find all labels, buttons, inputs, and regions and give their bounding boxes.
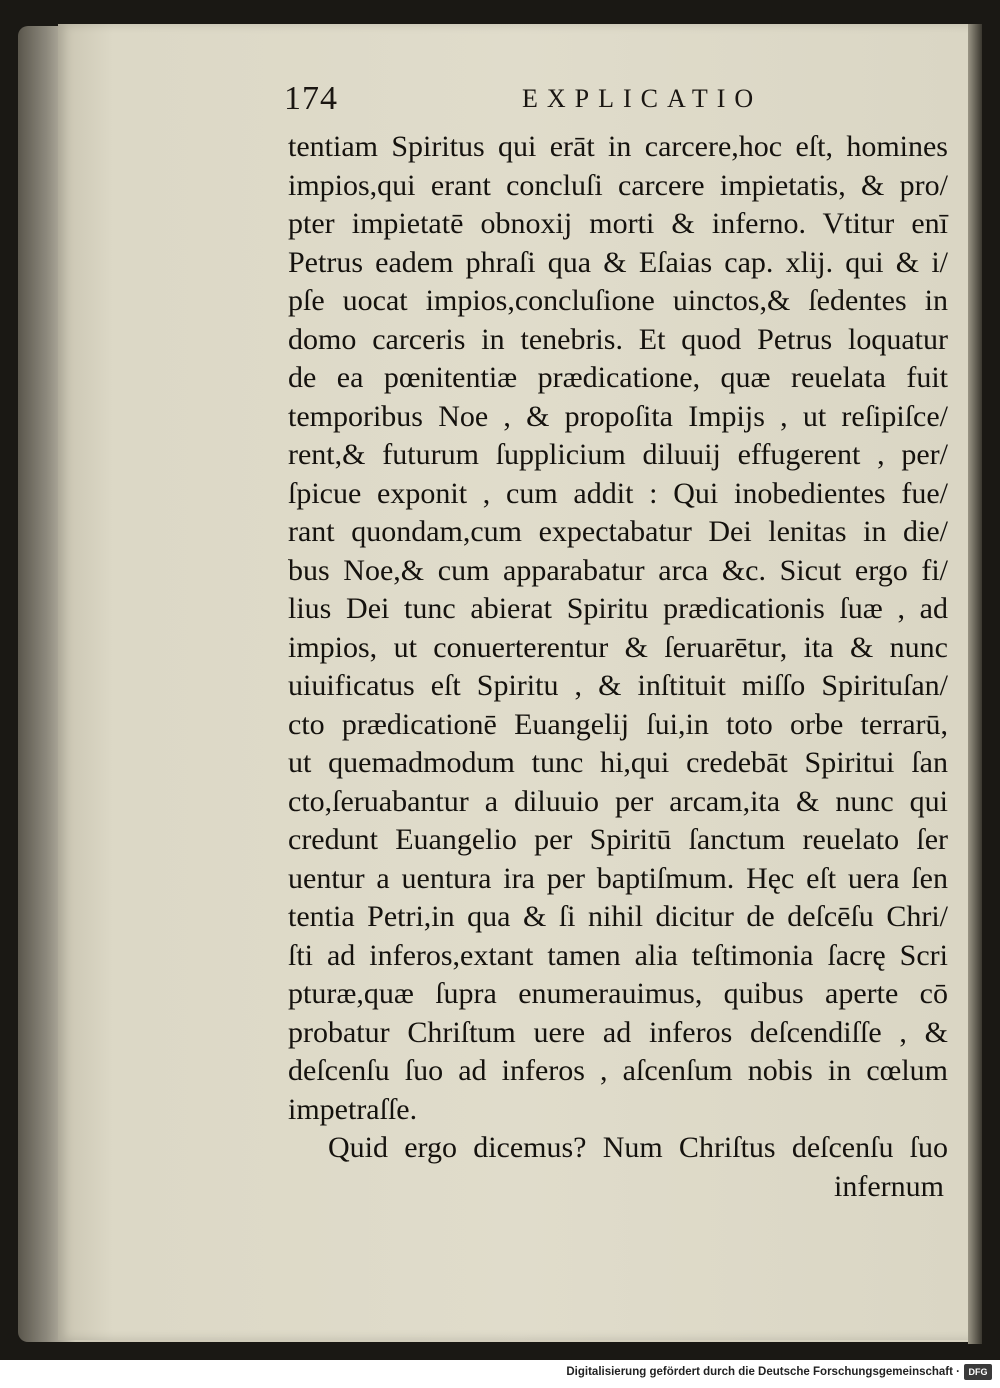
text-line: Petrus eadem phraſi qua & Eſaias cap. xlij. qui & i/ bbox=[288, 245, 948, 279]
text-line: impios,qui erant concluſi carcere impietatis, & pro/ bbox=[288, 168, 948, 202]
text-line: probatur Chriſtum uere ad inferos deſcendiſſe , & bbox=[288, 1015, 948, 1049]
text-line: tentia Petri,in qua & ſi nihil dicitur de deſcēſu Chri/ bbox=[288, 900, 948, 933]
text-line: pſe uocat impios,concluſione uinctos,& ſedentes in bbox=[288, 284, 948, 317]
text-line: domo carceris in tenebris. Et quod Petrus loquatur bbox=[288, 322, 948, 356]
text-block bbox=[288, 128, 948, 1206]
page-number: 174 bbox=[284, 80, 338, 117]
page-shadow-edge bbox=[968, 24, 982, 1344]
dfg-logo: DFG bbox=[964, 1364, 992, 1380]
text-line: ut quemadmodum tunc hi,qui credebāt Spiritui ſan bbox=[288, 746, 948, 779]
text-line: bus Noe,& cum apparabatur arca &c. Sicut ergo fi/ bbox=[288, 553, 948, 587]
text-line: rant quondam,cum expectabatur Dei lenitas in die/ bbox=[288, 515, 948, 548]
running-title: EXPLICATIO bbox=[522, 84, 763, 113]
text-line: cto,ſeruabantur a diluuio per arcam,ita & nunc qui bbox=[288, 784, 948, 818]
text-line: uiuificatus eſt Spiritu , & inſtituit miſſo Spirituſan/ bbox=[288, 669, 948, 702]
page-header bbox=[284, 80, 944, 124]
text-line: cto prædicationē Euangelij ſui,in toto orbe terrarū, bbox=[288, 707, 948, 741]
text-line: ſti ad inferos,extant tamen alia teſtimonia ſacrę Scri bbox=[288, 938, 948, 972]
text-line: ſpicue exponit , cum addit : Qui inobedientes fue/ bbox=[288, 476, 948, 510]
text-line: rent,& futurum ſupplicium diluuij effugerent , per/ bbox=[288, 438, 948, 471]
text-line: de ea pœnitentiæ prædicatione, quæ reuelata fuit bbox=[288, 361, 948, 394]
text-line: uentur a uentura ira per baptiſmum. Hęc eſt uera ſen bbox=[288, 861, 948, 895]
funding-credit: Digitalisierung gefördert durch die Deutsche Forschungsgemeinschaft · bbox=[566, 1366, 960, 1378]
text-line: tentiam Spiritus qui erāt in carcere,hoc eſt, homines bbox=[288, 130, 948, 163]
footer-bar bbox=[0, 1360, 1000, 1388]
text-line: temporibus Noe , & propoſita Impijs , ut reſipiſce/ bbox=[288, 399, 948, 433]
text-line: lius Dei tunc abierat Spiritu prædicationis ſuæ , ad bbox=[288, 592, 948, 625]
text-line: deſcenſu ſuo ad inferos , aſcenſum nobis in cœlum bbox=[288, 1054, 948, 1087]
paragraph-start-line: Quid ergo dicemus? Num Chriſtus deſcenſu ſuo bbox=[328, 1131, 948, 1164]
text-line: pter impietatē obnoxij morti & inferno. Vtitur enī bbox=[288, 207, 948, 240]
text-line: pturæ,quæ ſupra enumerauimus, quibus aperte cō bbox=[288, 977, 948, 1010]
text-line: impetraſſe. bbox=[288, 1092, 418, 1126]
catchword: infernum bbox=[834, 1169, 944, 1203]
text-line: impios, ut conuerterentur & ſeruarētur, ita & nunc bbox=[288, 630, 948, 664]
text-line: credunt Euangelio per Spiritū ſanctum reuelato ſer bbox=[288, 823, 948, 856]
